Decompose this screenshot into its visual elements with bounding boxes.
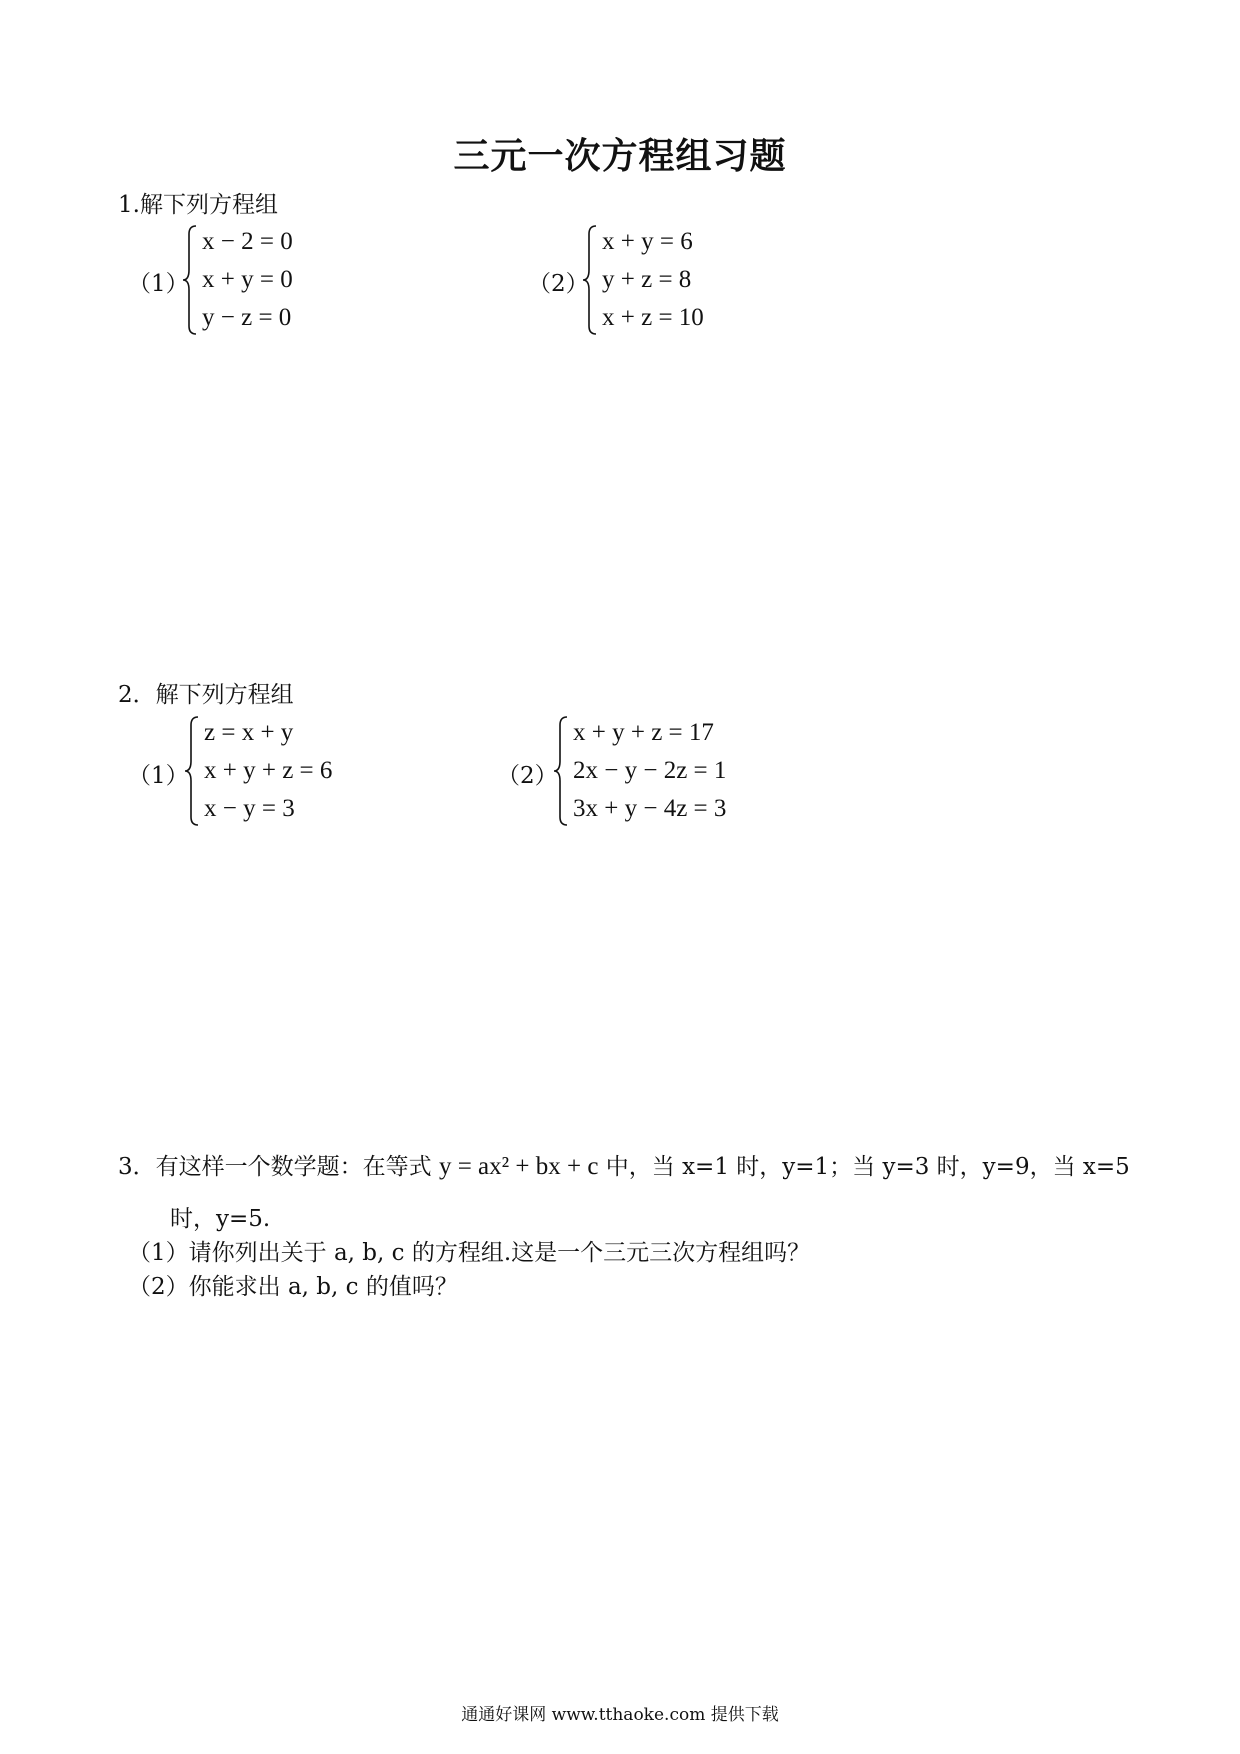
question-3-subquestion-1: （1）请你列出关于 a, b, c 的方程组.这是一个三元三次方程组吗？ xyxy=(128,1240,811,1266)
equation: y + z = 8 xyxy=(602,266,692,293)
page-title: 三元一次方程组习题 xyxy=(453,135,787,177)
question-2-part-1-label: （1） xyxy=(128,763,189,789)
question-2-part-2-label: （2） xyxy=(497,763,558,789)
brace-icon xyxy=(182,224,198,336)
equation: x + y = 0 xyxy=(202,266,293,293)
equation: 3x + y − 4z = 3 xyxy=(573,795,727,822)
equation: x + y + z = 17 xyxy=(573,719,714,746)
equation: x + y + z = 6 xyxy=(204,757,333,784)
equation: x − 2 = 0 xyxy=(202,228,293,255)
brace-icon xyxy=(582,224,598,336)
question-2-part-2-system xyxy=(553,715,726,827)
question-1-heading: 1.解下列方程组 xyxy=(118,192,278,218)
question-2-heading: 2．解下列方程组 xyxy=(118,682,294,708)
question-1-part-2-system xyxy=(582,224,704,336)
question-1-part-1-label: （1） xyxy=(128,271,189,297)
question-2-part-1-system xyxy=(184,715,332,827)
equation: y − z = 0 xyxy=(202,304,292,331)
equation: x − y = 3 xyxy=(204,795,295,822)
equation: 2x − y − 2z = 1 xyxy=(573,757,727,784)
page-footer: 通通好课网 www.tthaoke.com 提供下载 xyxy=(461,1705,779,1725)
brace-icon xyxy=(553,715,569,827)
question-1-part-2-label: （2） xyxy=(528,271,589,297)
equation: x + y = 6 xyxy=(602,228,693,255)
equation: z = x + y xyxy=(204,719,294,746)
question-3-heading xyxy=(118,1148,1130,1181)
question-1-part-1-system xyxy=(182,224,293,336)
brace-icon xyxy=(184,715,200,827)
question-3-continuation: 时，y=5. xyxy=(170,1206,271,1232)
equation: x + z = 10 xyxy=(602,304,704,331)
quadratic-formula: y = ax² + bx + c xyxy=(438,1153,599,1180)
question-3-heading-suffix: 中，当 x=1 时，y=1；当 y=3 时，y=9，当 x=5 xyxy=(605,1154,1130,1180)
question-3-subquestion-2: （2）你能求出 a, b, c 的值吗？ xyxy=(128,1274,458,1300)
question-3-heading-prefix: 3．有这样一个数学题：在等式 xyxy=(118,1154,432,1180)
